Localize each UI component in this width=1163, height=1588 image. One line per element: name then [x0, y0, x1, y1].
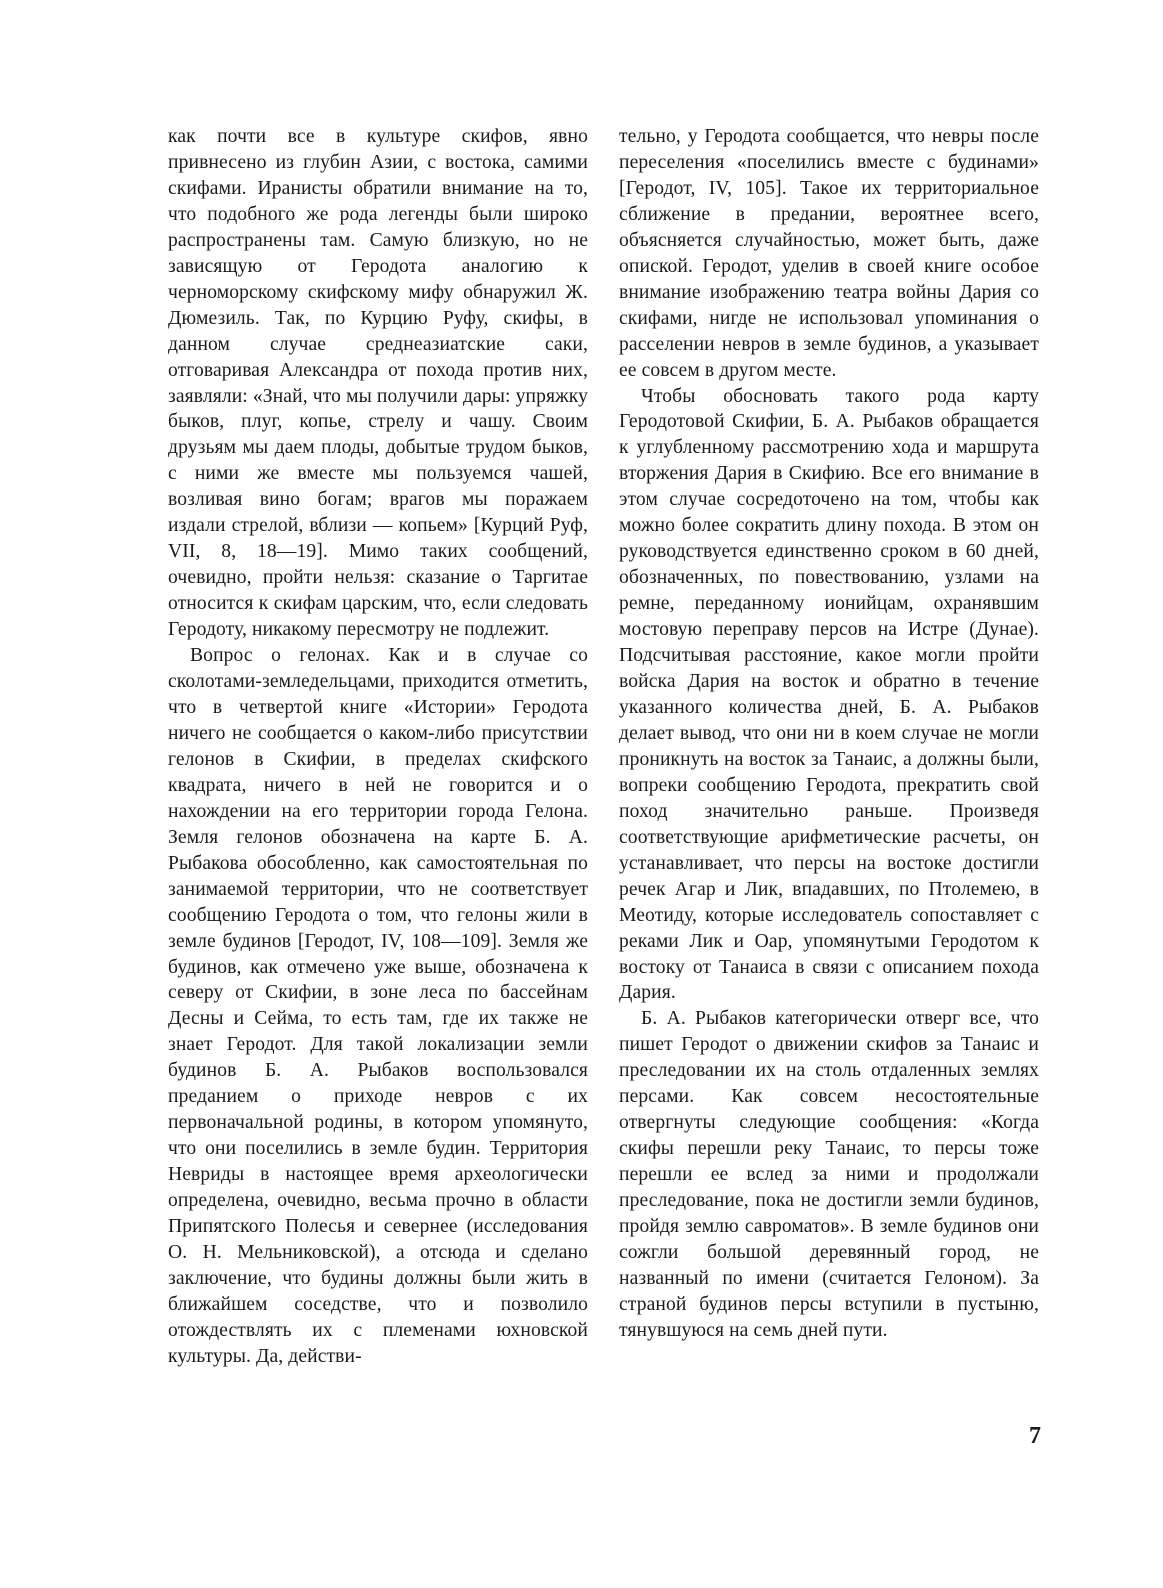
- left-text-column: [168, 124, 588, 1484]
- page-number: 7: [1029, 1423, 1041, 1449]
- right-paragraph-2: Чтобы обосновать такого рода карту Геродотовой Скифии, Б. А. Рыбаков обращается к углубленному рассмотрению хода и маршрута вторжения Дария в Скифию. Все его внимание в этом случае сосредоточено на том, чтобы как можно более сократить длину похода. В этом он руководствуется единственно сроком в 60 дней, обозначенных, по повествованию, узлами на ремне, переданному ионийцам, охранявшим мостовую переправу персов на Истре (Дунае). Подсчитывая расстояние, какое могли пройти войска Дария на восток и обратно в течение указанного количества дней, Б. А. Рыбаков делает вывод, что они ни в коем случае не могли проникнуть на восток за Танаис, а должны были, вопреки сообщению Геродота, прекратить свой поход значительно раньше. Произведя соответствующие арифметические расчеты, он устанавливает, что персы на востоке достигли речек Агар и Лик, впадавших, по Птолемею, в Меотиду, которые исследователь сопоставляет с реками Лик и Оар, упомянутыми Геродотом к востоку от Танаиса в связи с описанием похода Дария.: [619, 385, 1039, 1004]
- left-paragraph-1: как почти все в культуре скифов, явно привнесено из глубин Азии, с востока, самими скифами. Иранисты обратили внимание на то, что подобного же рода легенды были широко распространены там. Самую близкую, но не зависящую от Геродота аналогию к черноморскому скифскому мифу обнаружил Ж. Дюмезиль. Так, по Курцию Руфу, скифы, в данном случае среднеазиатские саки, отговаривая Александра от похода против них, заявляли: «Знай, что мы получили дары: упряжку быков, плуг, копье, стрелу и чашу. Своим друзьям мы даем плоды, добытые трудом быков, с ними же вместе мы пользуемся чашей, возливая вино богам; врагов мы поражаем издали стрелой, вблизи — копьем» [Курций Руф, VII, 8, 18—19]. Мимо таких сообщений, очевидно, пройти нельзя: сказание о Таргитае относится к скифам царским, что, если следовать Геродоту, никакому пересмотру не подлежит.: [168, 126, 588, 641]
- right-paragraph-3: Б. А. Рыбаков категорически отверг все, что пишет Геродот о движении скифов за Танаис и преследовании их на столь отдаленных землях персами. Как совсем несостоятельные отвергнуты следующие сообщения: «Когда скифы перешли реку Танаис, то персы тоже перешли ее вслед за ними и продолжали преследование, пока не достигли земли будинов, пройдя землю савроматов». В земле будинов они сожгли большой деревянный город, не названный по имени (считается Гелоном). За страной будинов персы вступили в пустыню, тянувшуюся на семь дней пути.: [619, 1008, 1039, 1341]
- right-paragraph-1: тельно, у Геродота сообщается, что невры после переселения «поселились вместе с будинами» [Геродот, IV, 105]. Такое их территориальное сближение в предании, вероятнее всего, объясняется случайностью, может быть, даже опиской. Геродот, уделив в своей книге особое внимание изображению театра войны Дария со скифами, нигде не использовал упоминания о расселении невров в земле будинов, а указывает ее совсем в другом месте.: [619, 126, 1039, 381]
- left-paragraph-2: Вопрос о гелонах. Как и в случае со сколотами-земледельцами, приходится отметить, что в четвертой книге «Истории» Геродота ничего не сообщается о каком-либо присутствии гелонов в Скифии, в пределах скифского квадрата, ничего в ней не говорится и о нахождении на его территории города Гелона. Земля гелонов обозначена на карте Б. А. Рыбакова обособленно, как самостоятельная по занимаемой территории, что не соответствует сообщению Геродота о том, что гелоны жили в земле будинов [Геродот, IV, 108—109]. Земля же будинов, как отмечено уже выше, обозначена к северу от Скифии, в зоне леса по бассейнам Десны и Сейма, то есть там, где их также не знает Геродот. Для такой локализации земли будинов Б. А. Рыбаков воспользовался преданием о приходе невров с их первоначальной родины, в котором упомянуто, что они поселились в земле будин. Территория Невриды в настоящее время археологически определена, очевидно, весьма прочно в области Припятского Полесья и севернее (исследования О. Н. Мельниковской), а отсюда и сделано заключение, что будины должны были жить в ближайшем соседстве, что и позволило отождествлять их с племенами юхновской культуры. Да, действи-: [168, 645, 588, 1367]
- right-text-column: [619, 124, 1039, 1484]
